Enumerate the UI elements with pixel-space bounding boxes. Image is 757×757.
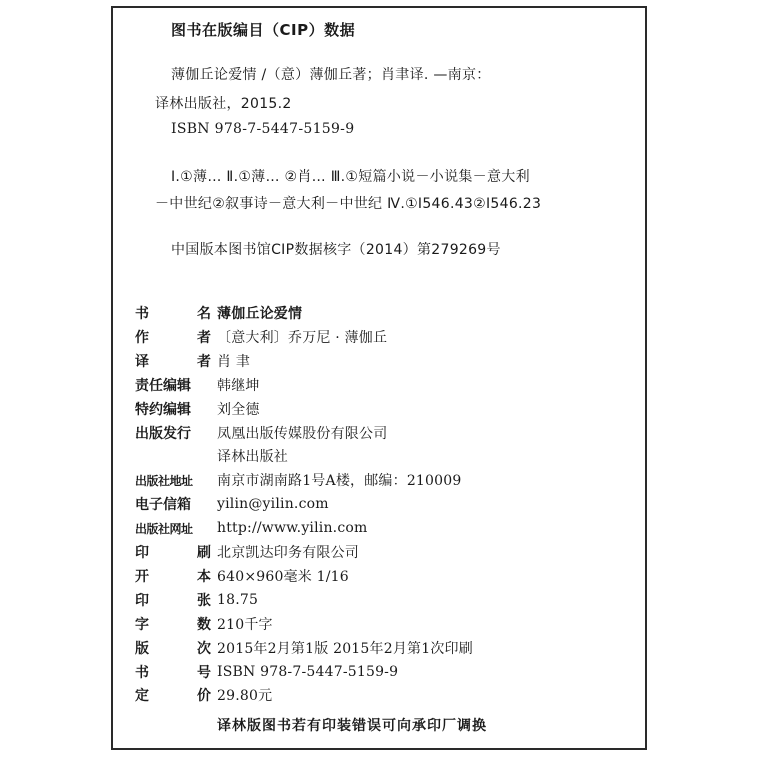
field-label — [135, 494, 211, 514]
field-label-part: 印 — [135, 545, 149, 561]
field-label-part: 特约编辑 — [135, 401, 191, 418]
field-label — [135, 520, 211, 537]
field-label-part: 数 — [197, 616, 211, 633]
field-label — [135, 399, 211, 419]
field-label-part: 次 — [197, 640, 211, 657]
field-label-part: 出版社地址 — [135, 473, 193, 488]
field-label — [135, 542, 211, 562]
field-label — [135, 375, 211, 395]
field-label — [135, 423, 211, 443]
field-label-part: 刷 — [197, 545, 211, 561]
field-value: 18.75 — [217, 591, 259, 608]
field-value: 译林出版社 — [217, 449, 288, 466]
field-value: 29.80元 — [217, 688, 273, 705]
field-label-part: 书 — [135, 664, 149, 681]
field-row — [135, 374, 260, 396]
field-row — [135, 613, 273, 635]
field-label-part: 定 — [135, 688, 149, 705]
cip-heading: 图书在版编目（CIP）数据 — [171, 21, 356, 39]
field-label-part: 译 — [135, 353, 149, 370]
field-value: 南京市湖南路1号A楼，邮编：210009 — [217, 473, 462, 490]
field-label-part: 张 — [197, 592, 211, 609]
cip-line-classification-1: Ⅰ.①薄… Ⅱ.①薄… ②肖… Ⅲ.①短篇小说－小说集－意大利 — [171, 169, 530, 185]
field-label-part: 版 — [135, 640, 149, 657]
field-label — [135, 351, 211, 371]
cip-line-classification-2: －中世纪②叙事诗－意大利－中世纪 Ⅳ.①I546.43②I546.23 — [155, 196, 542, 212]
field-label-part: 号 — [197, 664, 211, 681]
field-label — [135, 590, 211, 610]
field-label-part: 名 — [197, 306, 211, 322]
field-label-part: 书 — [135, 306, 149, 322]
field-label-part: 者 — [197, 329, 211, 346]
field-label-part: 字 — [135, 616, 149, 633]
field-label-part: 开 — [135, 568, 149, 585]
field-label-part: 责任编辑 — [135, 377, 191, 394]
field-row — [135, 302, 302, 324]
field-value: 北京凯达印务有限公司 — [217, 545, 359, 561]
field-row — [135, 565, 349, 587]
field-label — [135, 685, 211, 705]
cip-line-publisher: 译林出版社，2015.2 — [155, 96, 292, 112]
field-row — [135, 541, 359, 563]
field-label — [135, 472, 211, 489]
field-label-part: 印 — [135, 592, 149, 609]
field-value: 韩继坤 — [217, 377, 260, 394]
field-label — [135, 614, 211, 634]
field-value: 肖 聿 — [217, 353, 251, 370]
field-label — [135, 327, 211, 347]
field-row — [135, 589, 258, 611]
field-row — [135, 326, 387, 348]
field-row — [135, 469, 461, 491]
field-value: http://www.yilin.com — [217, 520, 368, 537]
field-row — [135, 684, 272, 706]
field-value: 210千字 — [217, 616, 273, 633]
field-row — [135, 517, 367, 539]
field-label-part: 者 — [197, 353, 211, 370]
field-value: yilin@yilin.com — [217, 496, 329, 513]
field-row — [135, 398, 260, 420]
field-label — [135, 662, 211, 682]
field-label-part: 价 — [197, 688, 211, 705]
cip-line-record-number: 中国版本图书馆CIP数据核字（2014）第279269号 — [171, 242, 501, 258]
field-label — [135, 303, 211, 323]
field-value: 凤凰出版传媒股份有限公司 — [217, 425, 388, 442]
field-row — [135, 637, 473, 659]
field-row — [135, 422, 387, 444]
field-value: ISBN 978-7-5447-5159-9 — [217, 663, 399, 680]
field-value: 刘全德 — [217, 401, 260, 418]
footer-note: 译林版图书若有印装错误可向承印厂调换 — [217, 718, 487, 734]
field-row — [135, 445, 288, 467]
field-value: 薄伽丘论爱情 — [217, 306, 303, 322]
field-value: 〔意大利〕乔万尼 · 薄伽丘 — [217, 329, 388, 346]
field-label-part: 出版发行 — [135, 425, 191, 442]
field-value: 640×960毫米 1/16 — [217, 568, 349, 585]
field-label — [135, 566, 211, 586]
cip-line-isbn: ISBN 978-7-5447-5159-9 — [171, 121, 355, 137]
cip-line-title-author: 薄伽丘论爱情 /（意）薄伽丘著；肖聿译. —南京： — [171, 67, 491, 83]
field-row — [135, 661, 398, 683]
field-label-part: 出版社网址 — [135, 521, 193, 536]
field-label-part: 作 — [135, 329, 149, 346]
field-label-part: 本 — [197, 568, 211, 585]
field-row — [135, 350, 250, 372]
field-value: 2015年2月第1版 2015年2月第1次印刷 — [217, 640, 473, 657]
field-row — [135, 493, 329, 515]
field-label — [135, 638, 211, 658]
field-label-part: 电子信箱 — [135, 497, 191, 514]
